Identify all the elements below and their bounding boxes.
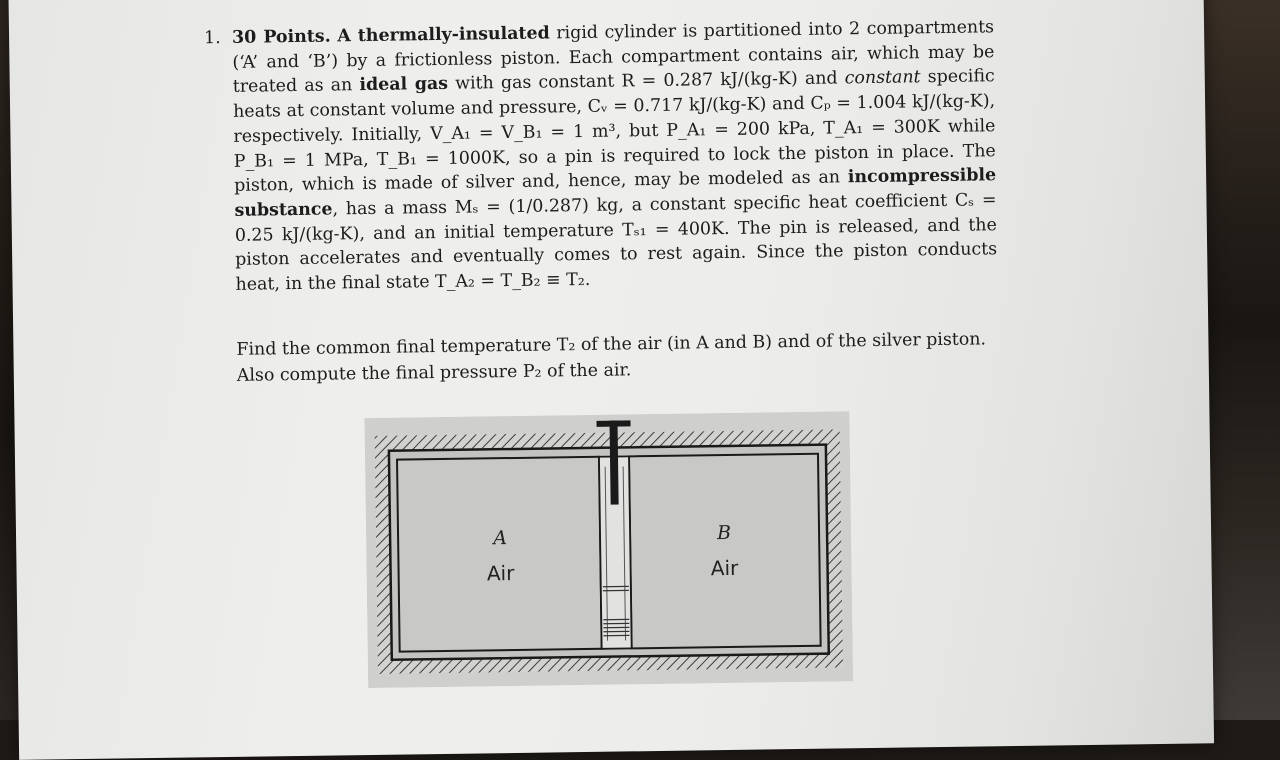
problem-text-3: specific heats at constant volume and pressure, Cᵥ = 0.717 kJ/(kg-K) and Cₚ = 1.004 kJ/(kg-K), respectively. Initially, V_A₁ = V_B₁ = 1 m³, but P_A₁ = 200 kPa, T_A₁ = 300K while P_B₁ = 1 MPa, T_B₁ = 1000K, so a pin is required to lock the piston in place. The piston, which is made of silver and, hence, may be modeled as an	[233, 67, 996, 196]
compartment-b	[629, 454, 821, 649]
question	[236, 326, 1037, 389]
question-line-1: Find the common final temperature T₂ of the air (in A and B) and of the silver piston.	[236, 326, 1036, 363]
incompressible-phrase: incompressible substance	[234, 165, 996, 220]
question-line-2: Also compute the final pressure P₂ of the air.	[237, 352, 1037, 389]
problem-statement	[204, 15, 998, 298]
constant-phrase: constant	[845, 68, 921, 89]
problem-points: 30 Points.	[232, 27, 331, 48]
problem-text-1: rigid cylinder is partitioned into 2 compartments (‘A’ and ‘B’) by a frictionless piston. Each compartment contains air, which may be treated as an	[232, 17, 994, 97]
problem-text-4: , has a mass Mₛ = (1/0.287) kg, a constant specific heat coefficient Cₛ = 0.25 kJ/(kg-K), and an initial temperature Tₛ₁ = 400K. The pin is released, and the piston accelerates and eventually comes to rest again. Since the piston conducts heat, in the final state T_A₂ = T_B₂ ≡ T₂.	[235, 190, 998, 295]
cylinder-diagram	[364, 411, 853, 688]
problem-number: 1.	[204, 26, 221, 51]
insulated-phrase: A thermally-insulated	[337, 23, 550, 46]
compartment-a	[397, 457, 602, 652]
paper-sheet	[8, 0, 1214, 760]
cylinder-svg	[364, 411, 853, 688]
compartment-b-label: Air	[711, 556, 740, 580]
compartment-b-letter: B	[716, 522, 731, 544]
compartment-a-letter: A	[491, 527, 507, 549]
problem-body	[232, 15, 998, 297]
ideal-gas-phrase: ideal gas	[359, 74, 448, 95]
problem-text-2: with gas constant R = 0.287 kJ/(kg-K) and	[448, 69, 845, 95]
compartment-a-label: Air	[487, 561, 516, 585]
